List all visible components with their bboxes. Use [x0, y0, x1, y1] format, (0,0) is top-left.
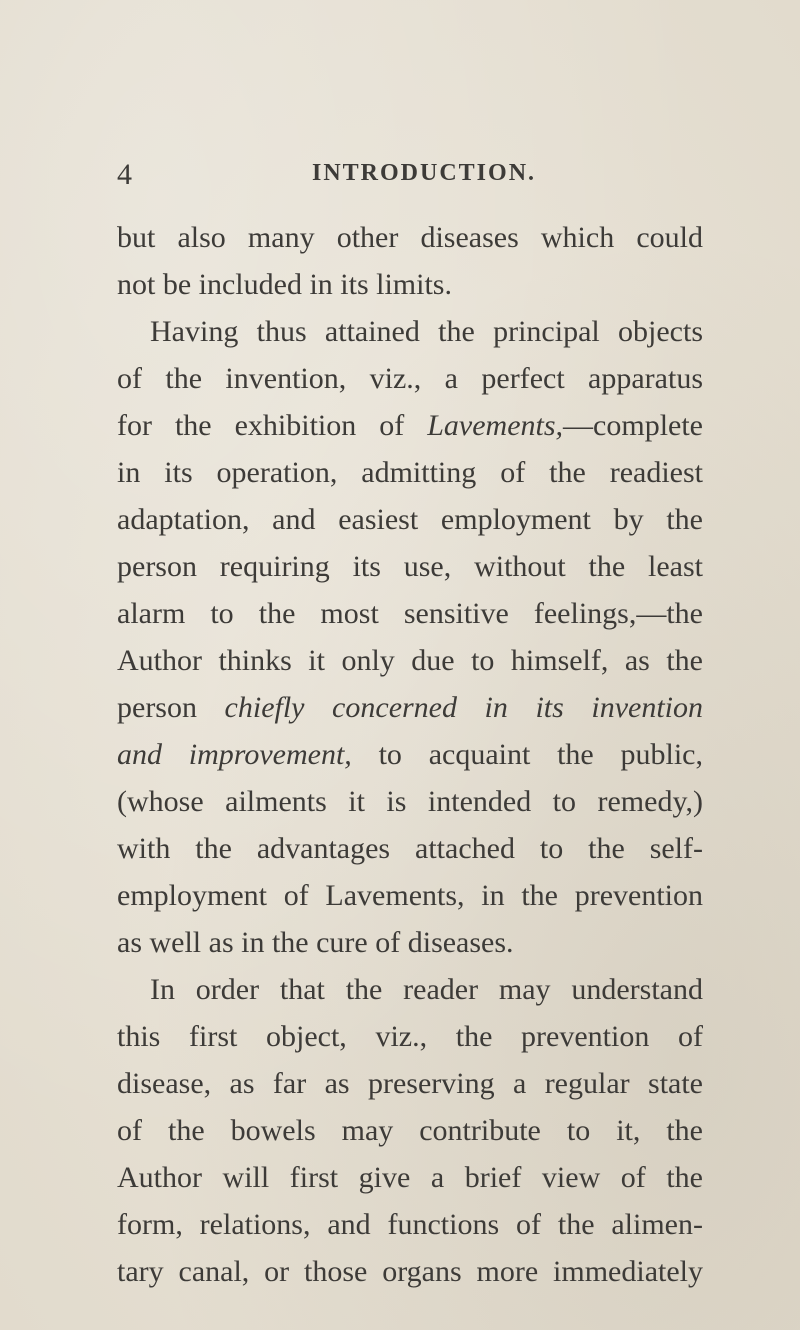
- text-line: but also many other diseases which could: [117, 221, 703, 254]
- text-line-with-italic: [117, 731, 703, 778]
- running-head: [117, 158, 717, 198]
- text-line: adaptation, and easiest employment by the: [117, 503, 703, 536]
- text-line: tary canal, or those organs more immediately: [117, 1255, 703, 1288]
- text-segment: for the exhibition of: [117, 409, 428, 442]
- text-line: this first object, viz., the prevention of: [117, 1020, 703, 1053]
- text-line: person requiring its use, without the least: [117, 550, 703, 583]
- text-line: of the bowels may contribute to it, the: [117, 1114, 703, 1147]
- text-line: with the advantages attached to the self-: [117, 832, 703, 865]
- text-line: disease, as far as preserving a regular state: [117, 1067, 703, 1100]
- text-line-with-italic: [117, 402, 703, 449]
- text-line: in its operation, admitting of the readiest: [117, 456, 703, 489]
- running-title: INTRODUCTION.: [312, 160, 537, 186]
- text-line: as well as in the cure of diseases.: [117, 926, 514, 959]
- text-line: employment of Lavements, in the prevention: [117, 879, 703, 912]
- text-line: Author thinks it only due to himself, as the: [117, 644, 703, 677]
- page-number: 4: [117, 158, 132, 191]
- text-segment: —complete: [563, 409, 703, 442]
- text-line: alarm to the most sensitive feelings,—the: [117, 597, 703, 630]
- text-line: form, relations, and functions of the alimen-: [117, 1208, 703, 1241]
- text-segment: person: [117, 691, 225, 724]
- text-line-with-italic: [117, 684, 703, 731]
- italic-segment: Lavements,: [427, 409, 564, 442]
- italic-segment: and improvement,: [117, 738, 352, 771]
- text-line: (whose ailments it is intended to remedy,): [117, 785, 703, 818]
- paragraph-start-line: In order that the reader may understand: [150, 973, 703, 1006]
- text-line: of the invention, viz., a perfect apparatus: [117, 362, 703, 395]
- text-line: not be included in its limits.: [117, 268, 452, 301]
- body-text: [117, 214, 703, 1295]
- paragraph-start-line: Having thus attained the principal objects: [150, 315, 703, 348]
- italic-segment: chiefly concerned in its invention: [224, 691, 703, 724]
- text-segment: to acquaint the public,: [351, 738, 703, 771]
- text-line: Author will first give a brief view of the: [117, 1161, 703, 1194]
